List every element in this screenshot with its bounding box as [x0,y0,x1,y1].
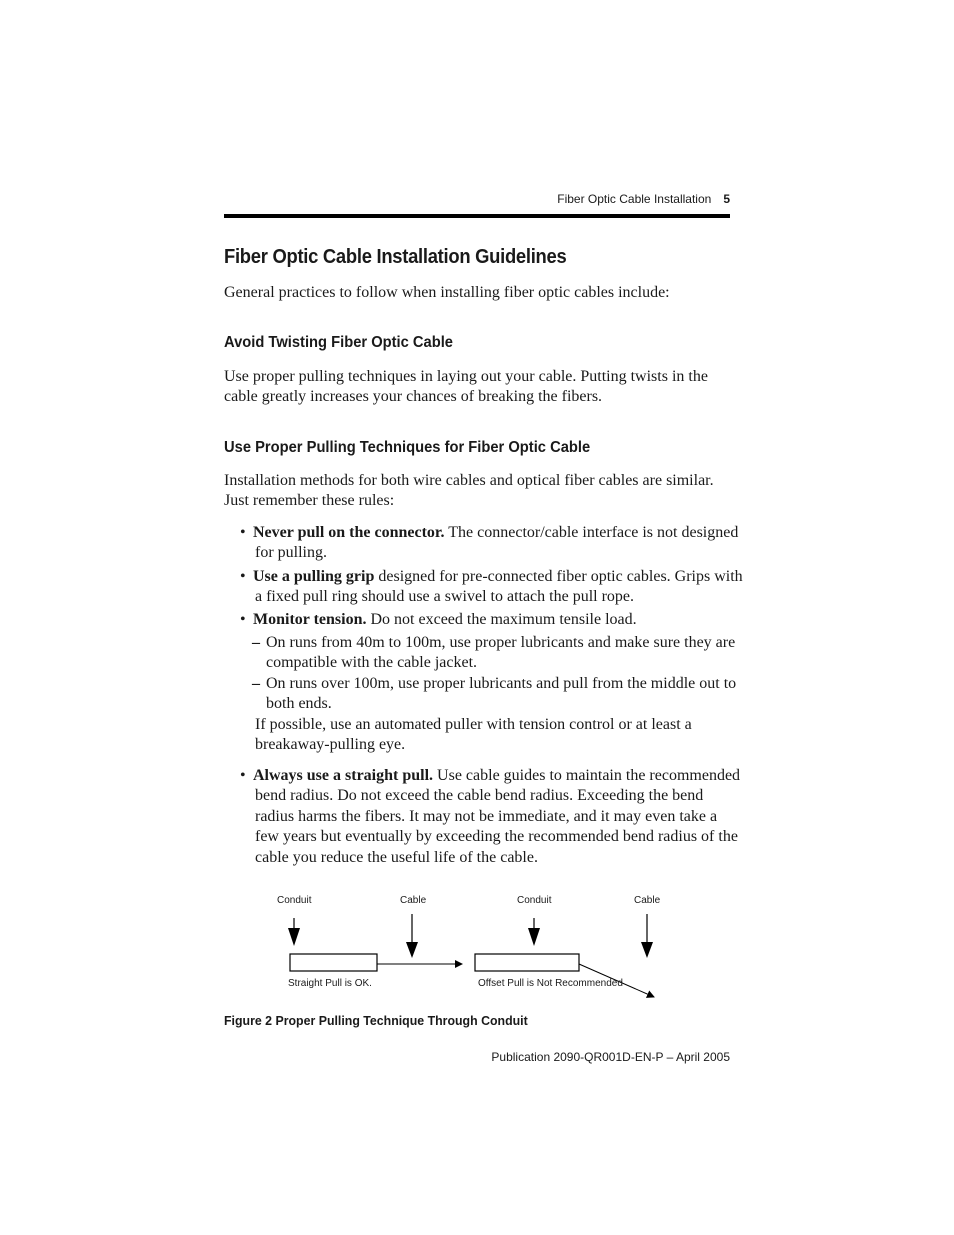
bullet-bold: Never pull on the connector. [253,524,445,541]
publication-footer: Publication 2090-QR001D-EN-P – April 2005 [491,1050,730,1064]
arrow-cable-left [406,914,418,958]
bullet-bold: Always use a straight pull. [253,767,434,784]
arrow-cable-right [641,914,653,958]
intro-paragraph: General practices to follow when installing fiber optic cables include: [224,284,670,301]
bullet-symbol: • [240,611,246,628]
bullet-symbol: • [240,568,246,585]
heading-pulling-techniques: Use Proper Pulling Techniques for Fiber Optic Cable [224,439,591,456]
bullet-bold: Use a pulling grip [253,568,375,585]
bullet-text: Use cable guides to maintain the recommended bend radius. Do not exceed the cable bend radius. Exceeding the bend radius harms the fibers. It may not be immediate, and it may even take a few years but eventually by exceeding the recommended bend radius of the cable you reduce the useful life of the cable. [255,767,741,866]
sub-bullet-text: On runs over 100m, use proper lubricants and pull from the middle out to both ends. [266,675,737,713]
conduit-box-straight [290,954,377,971]
header-rule [224,214,730,218]
bullet-symbol: • [240,524,246,541]
label-conduit-left: Conduit [277,895,312,906]
sub-bullet-over-100m [252,674,744,715]
running-title: Fiber Optic Cable Installation [557,192,712,206]
arrow-conduit-right [528,918,540,946]
pulling-techniques-paragraph: Installation methods for both wire cables and optical fiber cables are similar. Just remember these rules: [224,472,714,510]
label-cable-left: Cable [400,895,427,906]
bullet-text: The connector/cable interface is not designed for pulling. [255,524,739,562]
label-cable-right: Cable [634,895,661,906]
running-header [224,192,730,210]
label-conduit-right: Conduit [517,895,552,906]
conduit-box-offset [475,954,579,971]
page-title: Fiber Optic Cable Installation Guidelines [224,246,567,268]
dash-symbol: – [252,634,260,651]
avoid-twisting-paragraph: Use proper pulling techniques in laying out your cable. Putting twists in the cable greatly increases your chances of breaking the fibers. [224,368,708,406]
bullet-bold: Monitor tension. [253,611,367,628]
bullet-item-straight-pull [240,766,745,868]
pulling-figure [270,890,670,1005]
page-number: 5 [723,192,730,206]
bullet-text: designed for pre-connected fiber optic cables. Grips with a fixed pull ring should use a swivel to attach the pull rope. [255,568,743,606]
dash-symbol: – [252,675,260,692]
heading-avoid-twisting: Avoid Twisting Fiber Optic Cable [224,334,453,351]
figure-caption: Figure 2 Proper Pulling Technique Through Conduit [224,1013,528,1028]
bullet-symbol: • [240,767,246,784]
tension-note: If possible, use an automated puller with tension control or at least a breakaway-pulling eye. [255,716,692,754]
bullet-item-pulling-grip [240,567,745,608]
label-straight-pull: Straight Pull is OK. [288,978,372,989]
bullet-item-connector [240,523,745,564]
bullet-text: Do not exceed the maximum tensile load. [366,611,637,628]
sub-bullet-40-100m [252,633,744,674]
bullet-item-monitor-tension [240,610,745,630]
label-offset-pull: Offset Pull is Not Recommended [478,978,623,989]
sub-bullet-text: On runs from 40m to 100m, use proper lubricants and make sure they are compatible with the cable jacket. [266,634,736,672]
arrow-conduit-left [288,918,300,946]
